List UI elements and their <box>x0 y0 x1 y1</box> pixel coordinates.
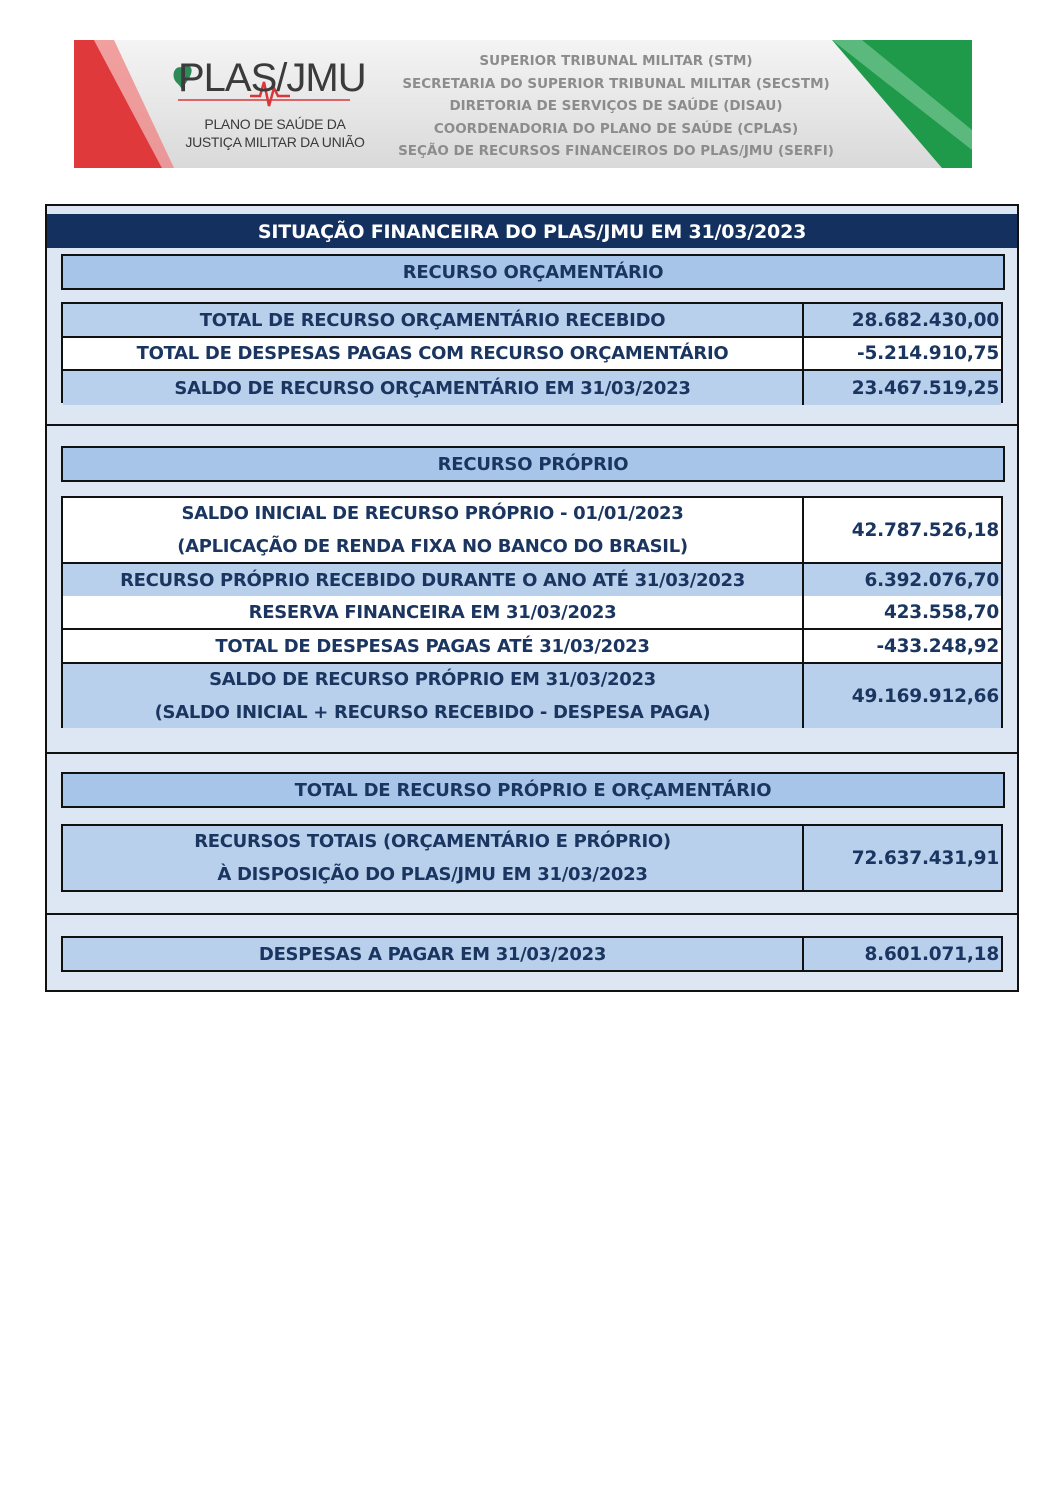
row-value: 49.169.912,66 <box>851 685 999 707</box>
row-label: SALDO INICIAL DE RECURSO PRÓPRIO - 01/01/2023 (APLICAÇÃO DE RENDA FIXA NO BANCO DO BRASIL) <box>63 498 804 562</box>
row-label: TOTAL DE RECURSO ORÇAMENTÁRIO RECEBIDO <box>63 304 804 336</box>
financial-report-panel <box>45 204 1019 992</box>
row-value: -433.248,92 <box>876 635 999 657</box>
section-heading-total: TOTAL DE RECURSO PRÓPRIO E ORÇAMENTÁRIO <box>61 772 1005 808</box>
row-value: 423.558,70 <box>883 601 999 623</box>
table-row <box>63 664 1001 728</box>
a-pagar-table <box>61 936 1003 972</box>
header-banner <box>74 40 972 168</box>
row-value: 6.392.076,70 <box>864 569 999 591</box>
row-value: 28.682.430,00 <box>851 309 999 331</box>
institution-line: SECRETARIA DO SUPERIOR TRIBUNAL MILITAR (SECSTM) <box>402 75 830 92</box>
orcamentario-table <box>61 302 1003 403</box>
table-row <box>63 371 1001 405</box>
logo-wordmark: PLAS/JMU <box>178 56 366 100</box>
row-label: RECURSOS TOTAIS (ORÇAMENTÁRIO E PRÓPRIO) À DISPOSIÇÃO DO PLAS/JMU EM 31/03/2023 <box>63 826 804 890</box>
table-row <box>63 338 1001 371</box>
table-row <box>63 826 1001 890</box>
table-row <box>63 938 1001 970</box>
institution-line: DIRETORIA DE SERVIÇOS DE SAÚDE (DISAU) <box>449 98 783 114</box>
row-label: TOTAL DE DESPESAS PAGAS COM RECURSO ORÇAMENTÁRIO <box>63 338 804 369</box>
table-row <box>63 498 1001 564</box>
institution-line: SUPERIOR TRIBUNAL MILITAR (STM) <box>479 53 753 69</box>
report-title: SITUAÇÃO FINANCEIRA DO PLAS/JMU EM 31/03/2023 <box>47 214 1017 248</box>
row-label: DESPESAS A PAGAR EM 31/03/2023 <box>63 938 804 970</box>
section-divider <box>47 752 1017 754</box>
row-value: 42.787.526,18 <box>851 519 999 541</box>
row-value: -5.214.910,75 <box>856 343 999 364</box>
row-label: TOTAL DE DESPESAS PAGAS ATÉ 31/03/2023 <box>63 630 804 662</box>
table-row <box>63 564 1001 596</box>
proprio-table <box>61 496 1003 728</box>
section-divider <box>47 424 1017 426</box>
section-divider <box>47 913 1017 915</box>
institution-line: SEÇÃO DE RECURSOS FINANCEIROS DO PLAS/JMU (SERFI) <box>398 143 834 159</box>
row-label: SALDO DE RECURSO PRÓPRIO EM 31/03/2023 (SALDO INICIAL + RECURSO RECEBIDO - DESPESA PAGA) <box>63 664 804 728</box>
institution-block <box>366 50 866 163</box>
plas-jmu-logo <box>170 52 370 162</box>
row-value: 8.601.071,18 <box>864 943 999 965</box>
table-row <box>63 630 1001 664</box>
row-value: 23.467.519,25 <box>851 377 999 399</box>
section-heading-orcamentario: RECURSO ORÇAMENTÁRIO <box>61 254 1005 290</box>
section-heading-proprio: RECURSO PRÓPRIO <box>61 446 1005 482</box>
table-row <box>63 596 1001 630</box>
row-label: RECURSO PRÓPRIO RECEBIDO DURANTE O ANO ATÉ 31/03/2023 <box>63 564 804 596</box>
row-label: SALDO DE RECURSO ORÇAMENTÁRIO EM 31/03/2023 <box>63 371 804 405</box>
row-value: 72.637.431,91 <box>851 847 999 869</box>
table-row <box>63 304 1001 338</box>
logo-subtitle-line1: PLANO DE SAÚDE DA <box>204 116 346 132</box>
institution-line: COORDENADORIA DO PLANO DE SAÚDE (CPLAS) <box>433 120 799 137</box>
row-label: RESERVA FINANCEIRA EM 31/03/2023 <box>63 596 804 628</box>
total-table <box>61 824 1003 892</box>
logo-subtitle-line2: JUSTIÇA MILITAR DA UNIÃO <box>185 134 365 150</box>
